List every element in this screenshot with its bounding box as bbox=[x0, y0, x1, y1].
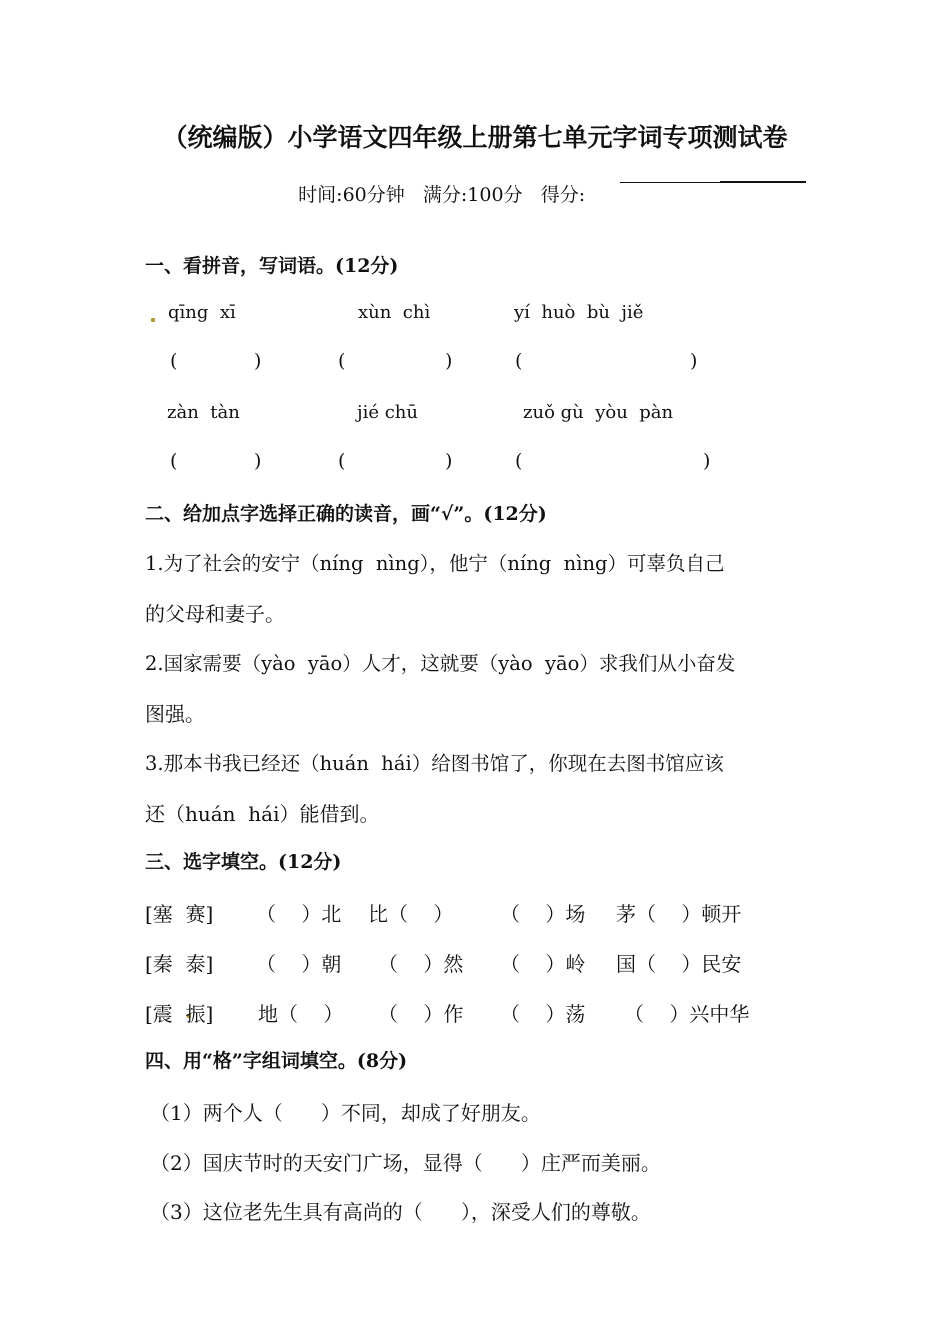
fill-item: （ ）荡 bbox=[500, 1002, 586, 1026]
section2-heading: 二、给加点字选择正确的读音，画“√”。(12分) bbox=[145, 503, 547, 525]
full-score-label: 满分:100分 bbox=[422, 184, 523, 206]
fill-item: （ ）场 bbox=[500, 902, 586, 926]
question-4-2: （2）国庆节时的天安门广场，显得（ ）庄严而美丽。 bbox=[150, 1151, 661, 1175]
question-4-1: （1）两个人（ ）不同，却成了好朋友。 bbox=[150, 1101, 541, 1125]
pinyin-1: qīng xī bbox=[168, 302, 236, 323]
answer-paren-close: ) bbox=[703, 450, 711, 472]
char-pair-3: [震 振] bbox=[145, 1002, 214, 1026]
question-2-3-line1: 3.那本书我已经还（huán hái）给图书馆了，你现在去图书馆应该 bbox=[145, 752, 724, 775]
question-2-3-line2: 还（huán hái）能借到。 bbox=[145, 802, 380, 826]
answer-paren-open: ( bbox=[515, 350, 523, 372]
answer-paren-open: ( bbox=[515, 450, 523, 472]
answer-paren-close: ) bbox=[690, 350, 698, 372]
pinyin-6: zuǒ gù yòu pàn bbox=[523, 402, 674, 423]
question-2-2-line2: 图强。 bbox=[145, 702, 205, 726]
char-pair-1: [塞 赛] bbox=[145, 902, 214, 926]
section1-heading: 一、看拼音，写词语。(12分) bbox=[145, 255, 399, 277]
pinyin-2: xùn chì bbox=[358, 302, 431, 323]
score-label: 得分: bbox=[540, 184, 586, 206]
answer-paren-open: ( bbox=[338, 350, 346, 372]
fill-item: （ ）然 bbox=[378, 952, 464, 976]
page-title: （统编版）小学语文四年级上册第七单元字词专项测试卷 bbox=[162, 123, 788, 152]
section3-heading: 三、选字填空。(12分) bbox=[145, 851, 342, 873]
fill-item: （ ）作 bbox=[378, 1002, 464, 1026]
answer-paren-open: ( bbox=[170, 450, 178, 472]
pinyin-4: zàn tàn bbox=[167, 402, 240, 423]
question-4-3: （3）这位老先生具有高尚的（ ），深受人们的尊敬。 bbox=[150, 1200, 651, 1224]
answer-paren-open: ( bbox=[170, 350, 178, 372]
fill-item: （ ）兴中华 bbox=[624, 1002, 750, 1026]
emphasis-dot bbox=[151, 318, 155, 322]
question-2-2-line1: 2.国家需要（yào yāo）人才，这就要（yào yāo）求我们从小奋发 bbox=[145, 652, 736, 675]
answer-paren-close: ) bbox=[254, 350, 262, 372]
char-pair-2: [秦 泰] bbox=[145, 952, 214, 976]
pinyin-5: jié chū bbox=[357, 402, 418, 423]
question-2-1-line2: 的父母和妻子。 bbox=[145, 602, 285, 626]
question-2-1-line1: 1.为了社会的安宁（níng nìng），他宁（níng nìng）可辜负自己 bbox=[145, 552, 725, 575]
fill-item: （ ）北 bbox=[256, 902, 342, 926]
pinyin-3: yí huò bù jiě bbox=[514, 302, 644, 323]
answer-paren-close: ) bbox=[254, 450, 262, 472]
section4-heading: 四、用“格”字组词填空。(8分) bbox=[145, 1050, 408, 1072]
fill-item: （ ）岭 bbox=[500, 952, 586, 976]
fill-item: （ ）朝 bbox=[256, 952, 342, 976]
answer-paren-open: ( bbox=[338, 450, 346, 472]
fill-item: 茅（ ）顿开 bbox=[616, 902, 742, 926]
time-label: 时间:60分钟 bbox=[298, 184, 405, 206]
fill-item: 比（ ） bbox=[368, 902, 454, 926]
score-blank-line-bold bbox=[720, 181, 806, 183]
fill-item: 国（ ）民安 bbox=[616, 952, 742, 976]
exam-meta bbox=[274, 158, 585, 229]
fill-item: 地（ ） bbox=[258, 1002, 344, 1026]
answer-paren-close: ) bbox=[445, 350, 453, 372]
answer-paren-close: ) bbox=[445, 450, 453, 472]
